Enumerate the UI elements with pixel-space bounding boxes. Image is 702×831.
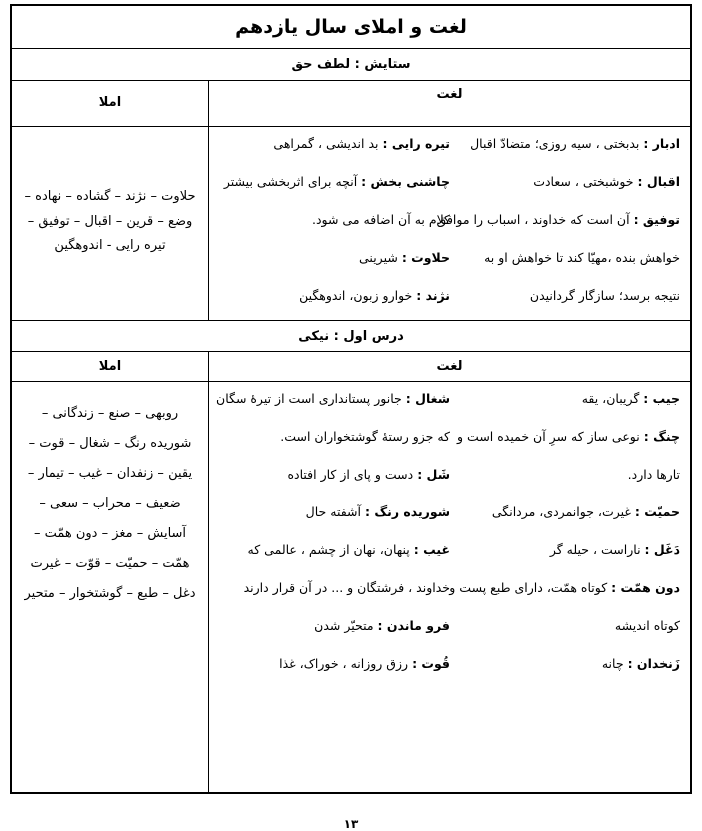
imla-line: دغل – طبع – گوشتخوار – متحیر xyxy=(24,586,196,601)
definition-line xyxy=(550,542,680,557)
term-definition: نتیجه برسد؛ سازگار گردانیدن xyxy=(529,288,680,303)
definition-line xyxy=(312,212,450,227)
term-label: فرو ماندن : xyxy=(377,617,450,633)
term-label: زَنخدان : xyxy=(627,655,680,671)
term-label: حلاوت : xyxy=(401,250,450,265)
section1-loghat-header: لغت xyxy=(436,86,463,102)
section2-imla-header: املا xyxy=(98,359,122,374)
term-definition: کوتاه همّت، دارای طبع پست و xyxy=(449,580,608,595)
definition-line xyxy=(530,288,680,303)
page-title: لغت و املای سال یازدهم xyxy=(235,16,467,38)
imla-line: ضعیف – محراب – سعی – xyxy=(39,496,181,511)
term-label: دَغَل : xyxy=(644,542,680,558)
definition-line xyxy=(280,429,450,444)
definition-line xyxy=(457,429,680,444)
definition-line xyxy=(449,580,680,595)
term-label: حمیّت : xyxy=(634,504,680,520)
definition-line xyxy=(628,467,680,482)
term-definition: که جزو رستۀ گوشتخواران است. xyxy=(280,428,450,444)
section2-header-row xyxy=(12,352,690,382)
term-label: جیب : xyxy=(643,391,680,406)
term-label: شوریده رنگ : xyxy=(364,504,450,520)
section1-heading-row xyxy=(12,49,690,81)
term-definition: کلام به آن اضافه می شود. xyxy=(311,212,450,227)
section2-body xyxy=(12,382,690,792)
imla-line: حلاوت – نژند – گشاده – نهاده – xyxy=(24,189,196,204)
imla-line: یقین – زنفدان – غیب – تیمار – xyxy=(27,466,193,481)
term-label: شَل : xyxy=(417,466,450,482)
section1-header-row xyxy=(12,81,690,127)
page-frame xyxy=(10,4,692,794)
definition-line xyxy=(484,250,680,265)
term-definition: متحیّر شدن xyxy=(314,617,374,633)
term-label: تیره رایی : xyxy=(382,136,450,151)
term-label: دون همّت : xyxy=(611,580,680,595)
definition-line xyxy=(602,656,680,671)
term-definition: آنچه برای اثربخشی بیشتر xyxy=(223,174,358,189)
imla-line: آسایش – مغز – دون همّت – xyxy=(33,526,187,541)
definition-line xyxy=(244,580,450,595)
term-definition: آن است که خداوند ، اسباب را موافق xyxy=(436,212,630,227)
page-number: ۱۳ xyxy=(343,817,359,831)
section1-heading: ستایش : لطف حق xyxy=(291,57,411,72)
definition-line xyxy=(273,136,450,151)
imla-line: روبهی – صنع – زندگانی – xyxy=(41,406,179,421)
definition-line xyxy=(299,288,450,303)
definition-line xyxy=(287,467,450,482)
title-row xyxy=(12,6,690,49)
term-definition: آشفته حال xyxy=(305,504,361,520)
definition-line xyxy=(470,136,680,151)
definition-line xyxy=(615,618,680,633)
term-definition: بد اندیشی ، گمراهی xyxy=(273,136,379,151)
definition-line xyxy=(314,618,450,633)
term-definition: چانه xyxy=(601,655,624,671)
term-label: ادبار : xyxy=(643,136,680,151)
term-label: قُوت : xyxy=(412,655,450,671)
imla-line: تیره رایی - اندوهگین xyxy=(54,238,166,254)
definition-line xyxy=(533,174,680,189)
term-definition: گریبان، یقه xyxy=(581,391,640,406)
definition-line xyxy=(359,250,450,265)
term-definition: شیرینی xyxy=(359,250,398,265)
term-label: چنگ : xyxy=(643,428,680,444)
term-label: شغال : xyxy=(405,391,450,406)
term-definition: خوارو زبون، اندوهگین xyxy=(299,288,413,303)
definition-line xyxy=(248,542,450,557)
term-definition: خواهش بنده ،مهیّا کند تا خواهش او به xyxy=(484,250,680,265)
definition-line xyxy=(437,212,680,227)
definition-line xyxy=(216,391,450,406)
term-definition: خوشبختی ، سعادت xyxy=(533,174,634,189)
term-label: توفیق : xyxy=(633,212,680,227)
term-definition: دست و پای از کار افتاده xyxy=(287,466,414,482)
term-definition: بدبختی ، سیه روزی؛ متضادّ اقبال xyxy=(470,136,640,151)
section1-imla-list xyxy=(14,185,206,259)
definition-line xyxy=(582,391,680,406)
term-definition: خداوند ، فرشتگان و ... در آن قرار دارند xyxy=(243,580,450,595)
term-definition: رزق روزانه ، خوراک، غذا xyxy=(279,655,409,671)
section2-heading-row xyxy=(12,321,690,352)
definition-line xyxy=(492,504,680,519)
term-label: غیب : xyxy=(413,542,450,558)
term-label: چاشنی بخش : xyxy=(361,174,450,189)
imla-line: شوریده رنگ – شغال – قوت – xyxy=(28,436,192,451)
term-definition: تارها دارد. xyxy=(627,466,680,482)
imla-line: وضع – قرین – اقبال – توفیق – xyxy=(27,213,193,229)
section2-heading: درس اول : نیکی xyxy=(298,328,404,344)
term-label: نژند : xyxy=(416,288,450,303)
term-label: اقبال : xyxy=(637,174,680,189)
term-definition: غیرت، جوانمردی، مردانگی xyxy=(491,504,631,520)
section1-imla-header: املا xyxy=(98,94,122,110)
definition-line xyxy=(279,656,450,671)
term-definition: ناراست ، حیله گر xyxy=(549,542,641,558)
definition-line xyxy=(224,174,450,189)
definition-line xyxy=(306,504,450,519)
section2-imla-list xyxy=(14,399,206,609)
term-definition: پنهان، نهان از چشم ، عالمی که xyxy=(247,542,410,558)
term-definition: نوعی ساز که سرِ آن خمیده است و xyxy=(457,428,640,444)
section2-loghat-header: لغت xyxy=(436,359,463,374)
term-definition: کوتاه اندیشه xyxy=(614,617,680,633)
imla-line: همّت – حمیّت – قوّت – غیرت xyxy=(30,556,190,571)
section1-body xyxy=(12,127,690,321)
term-definition: جانور پستانداری است از تیرۀ سگان xyxy=(216,391,402,406)
